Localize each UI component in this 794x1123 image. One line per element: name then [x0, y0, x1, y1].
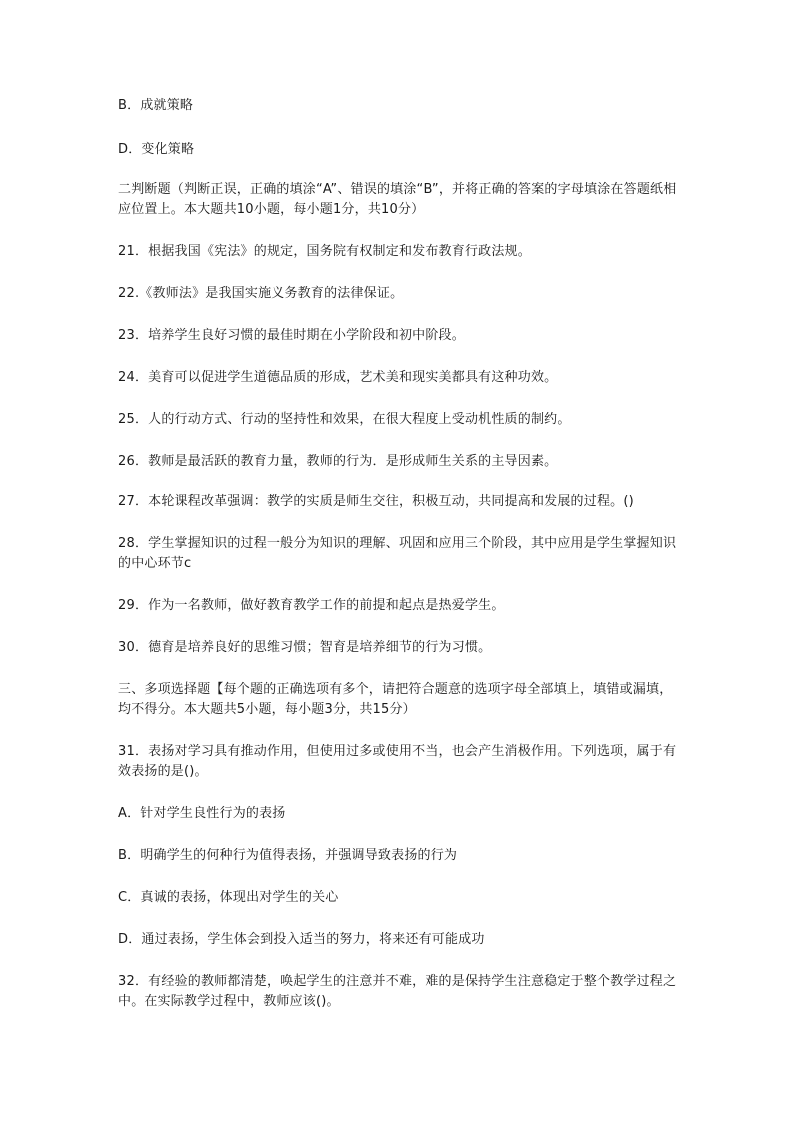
question-22: 22.《教师法》是我国实施义务教育的法律保证。 — [118, 286, 404, 301]
question-26: 26．教师是最活跃的教育力量，教师的行为．是形成师生关系的主导因素。 — [118, 454, 558, 469]
question-31-option-b: B．明确学生的何种行为值得表扬，并强调导致表扬的行为 — [118, 848, 458, 863]
question-30: 30．德育是培养良好的思维习惯；智育是培养细节的行为习惯。 — [118, 640, 492, 655]
question-29: 29．作为一名教师，做好教育教学工作的前提和起点是热爱学生。 — [118, 598, 505, 613]
question-27: 27．本轮课程改革强调：教学的实质是师生交往，积极互动，共同提高和发展的过程。() — [118, 494, 634, 509]
question-23: 23．培养学生良好习惯的最佳时期在小学阶段和初中阶段。 — [118, 328, 465, 343]
option-b-achievement-strategy: B．成就策略 — [118, 98, 194, 113]
option-d-change-strategy: D．变化策略 — [118, 142, 195, 157]
section-heading-true-false: 二判断题（判断正误，正确的填涂“A”、错误的填涂“B”，并将正确的答案的字母填涂在答题纸相应位置上。本大题共10小题，每小题1分，共10分） — [118, 182, 677, 217]
section-heading-multiple-choice: 三、多项选择题【每个题的正确选项有多个，请把符合题意的选项字母全部填上，填错或漏填，均不得分。本大题共5小题，每小题3分，共15分） — [118, 682, 673, 717]
question-32: 32．有经验的教师都清楚，唤起学生的注意并不难，难的是保持学生注意稳定于整个教学过程之中。在实际教学过程中，教师应该()。 — [118, 974, 677, 1009]
question-25: 25．人的行动方式、行动的坚持性和效果，在很大程度上受动机性质的制约。 — [118, 412, 571, 427]
question-24: 24．美育可以促进学生道德品质的形成，艺术美和现实美都具有这种功效。 — [118, 370, 558, 385]
question-31-option-d: D．通过表扬，学生体会到投入适当的努力，将来还有可能成功 — [118, 932, 485, 947]
question-31: 31．表扬对学习具有推动作用，但使用过多或使用不当，也会产生消极作用。下列选项，属于有效表扬的是()。 — [118, 744, 677, 779]
question-31-option-c: C．真诚的表扬，体现出对学生的关心 — [118, 890, 339, 905]
question-28: 28．学生掌握知识的过程一般分为知识的理解、巩固和应用三个阶段，其中应用是学生掌握知识的中心环节c — [118, 536, 677, 571]
question-31-option-a: A．针对学生良性行为的表扬 — [118, 806, 286, 821]
question-21: 21．根据我国《宪法》的规定，国务院有权制定和发布教育行政法规。 — [118, 244, 531, 259]
